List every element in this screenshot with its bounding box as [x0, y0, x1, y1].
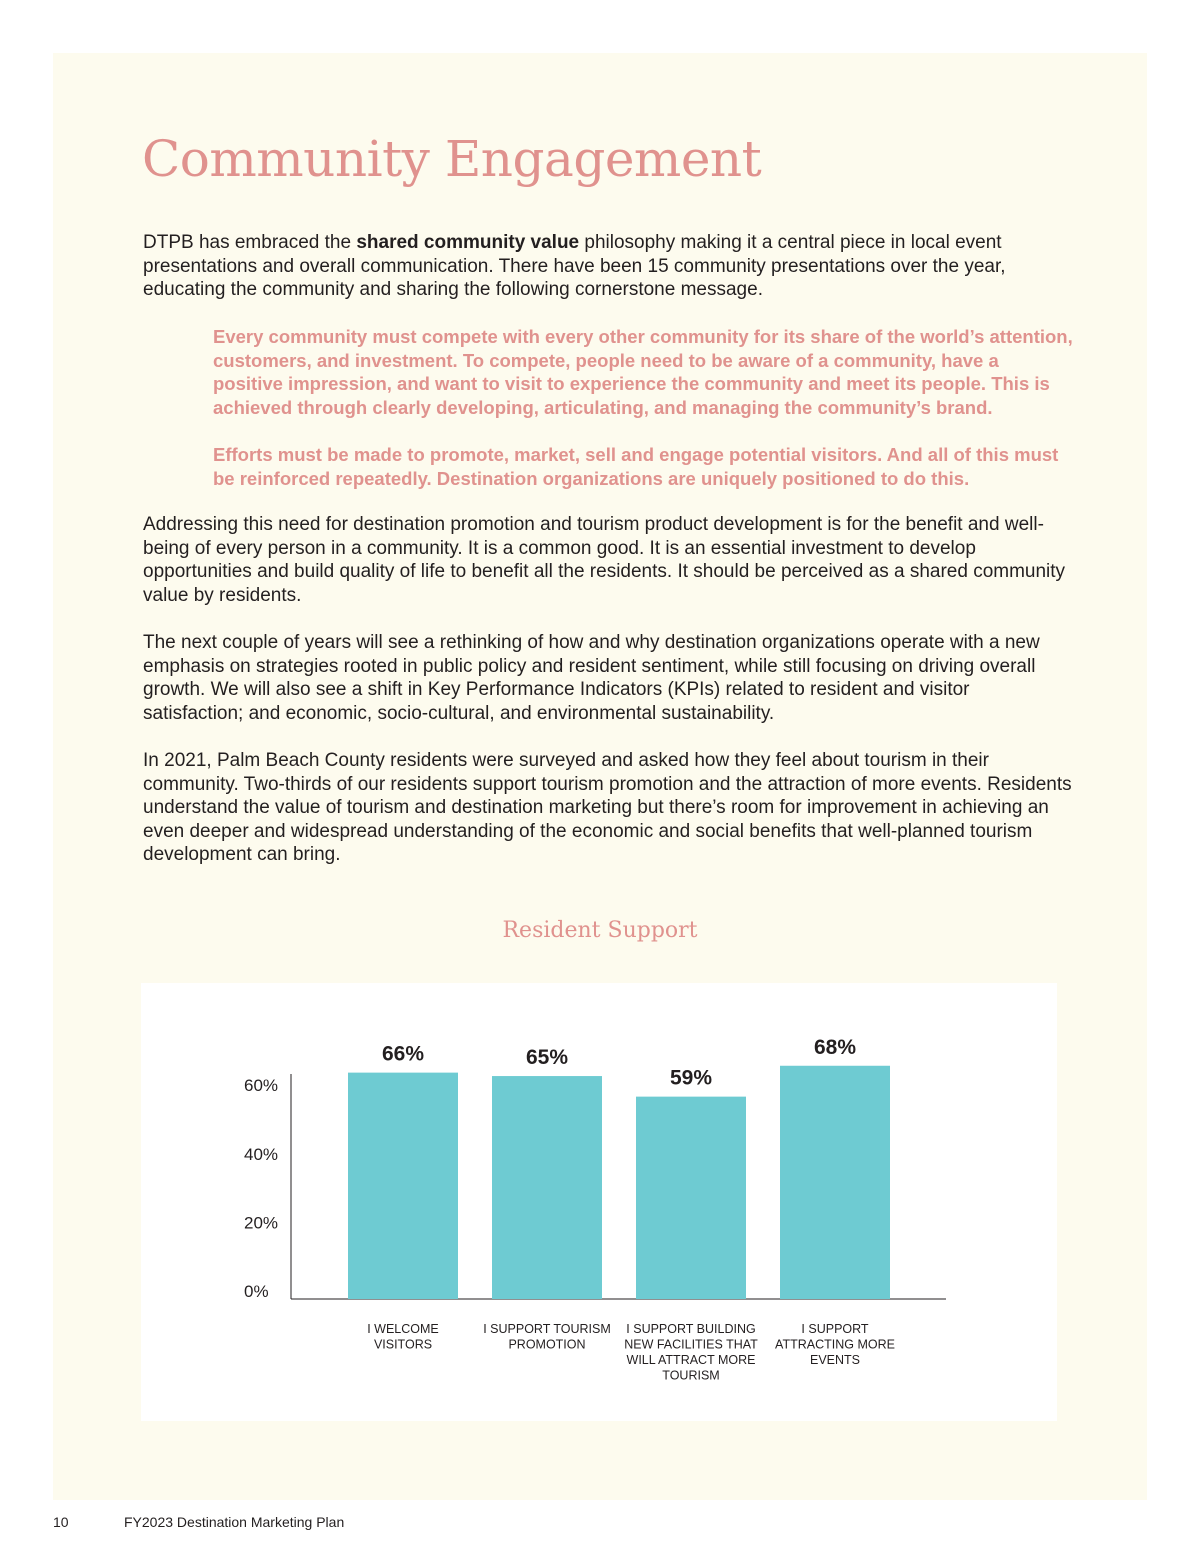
- intro-paragraph: [143, 231, 1073, 302]
- category-label-line: I WELCOME: [367, 1322, 439, 1336]
- cornerstone-quote-1: Every community must compete with every other community for its share of the world’s attention, customers, and investment. To compete, people need to be aware of a community, have a positive impression, and want to visit to experience the community and meet its people. This is achieved through clearly developing, articulating, and managing the community’s brand.: [213, 326, 1073, 418]
- category-label: [624, 1322, 758, 1383]
- bar-value-label: 68%: [813, 1035, 857, 1059]
- bar-value-label: 66%: [381, 1042, 425, 1066]
- category-label-line: VISITORS: [373, 1337, 433, 1352]
- intro-bold-phrase: shared community value: [356, 232, 580, 253]
- bar-value-label: 59%: [669, 1066, 713, 1090]
- cornerstone-quote-2: Efforts must be made to promote, market, sell and engage potential visitors. And all of this must be reinforced repeatedly. Destination organizations are uniquely positioned to do this.: [213, 444, 1059, 489]
- y-tick-label: 20%: [244, 1213, 279, 1233]
- category-label: [367, 1322, 439, 1352]
- resident-support-chart: [141, 983, 1057, 1421]
- bar: [636, 1097, 746, 1299]
- category-label: [483, 1322, 611, 1352]
- footer-doc-title: FY2023 Destination Marketing Plan: [124, 1514, 345, 1530]
- category-label-line: I SUPPORT: [801, 1322, 869, 1336]
- bar-value-label: 65%: [525, 1046, 569, 1070]
- intro-text-end: philosophy making it a central piece in local event presentations and overall communication. There have been 15 community presentations over the year, educating the community and sharing the following cornerstone message.: [143, 232, 1006, 301]
- body-paragraph-2: The next couple of years will see a rethinking of how and why destination organizations operate with a new emphasis on strategies rooted in public policy and resident sentiment, while still focusing on driving overall growth. We will also see a shift in Key Performance Indicators (KPIs) related to resident and visitor satisfaction; and economic, socio-cultural, and environmental sustainability.: [143, 632, 1040, 724]
- bar: [780, 1066, 890, 1299]
- chart-container: [141, 983, 1057, 1421]
- body-paragraph-3: In 2021, Palm Beach County residents were surveyed and asked how they feel about tourism in their community. Two-thirds of our residents support tourism promotion and the attraction of more events. Residents understand the value of tourism and destination marketing but there’s room for improvement in achieving an even deeper and widespread understanding of the economic and social benefits that well-planned tourism development can bring.: [143, 750, 1072, 866]
- body-paragraph-1: Addressing this need for destination promotion and tourism product development is for the benefit and well-being of every person in a community. It is a common good. It is an essential investment to develop opportunities and build quality of life to benefit all the residents. It should be perceived as a shared community value by residents.: [143, 514, 1066, 606]
- chart-title: Resident Support: [502, 918, 698, 943]
- category-label-line: I SUPPORT BUILDING: [626, 1322, 756, 1336]
- page-title: Community Engagement: [142, 130, 762, 188]
- category-label-line: ATTRACTING MORE: [775, 1337, 895, 1352]
- category-label: [775, 1322, 895, 1367]
- y-tick-label: 0%: [244, 1282, 269, 1301]
- category-label-line: I SUPPORT TOURISM: [483, 1322, 611, 1336]
- category-label-line: TOURISM: [662, 1368, 720, 1383]
- category-label-line: PROMOTION: [508, 1337, 586, 1352]
- intro-text-start: DTPB has embraced the: [143, 232, 357, 253]
- y-tick-label: 60%: [244, 1076, 279, 1096]
- bar: [348, 1073, 458, 1299]
- category-label-line: EVENTS: [809, 1353, 861, 1367]
- y-tick-label: 40%: [244, 1144, 279, 1164]
- category-label-line: NEW FACILITIES THAT: [624, 1337, 758, 1352]
- category-label-line: WILL ATTRACT MORE: [626, 1353, 756, 1367]
- bar: [492, 1076, 602, 1299]
- page-number: 10: [53, 1514, 69, 1530]
